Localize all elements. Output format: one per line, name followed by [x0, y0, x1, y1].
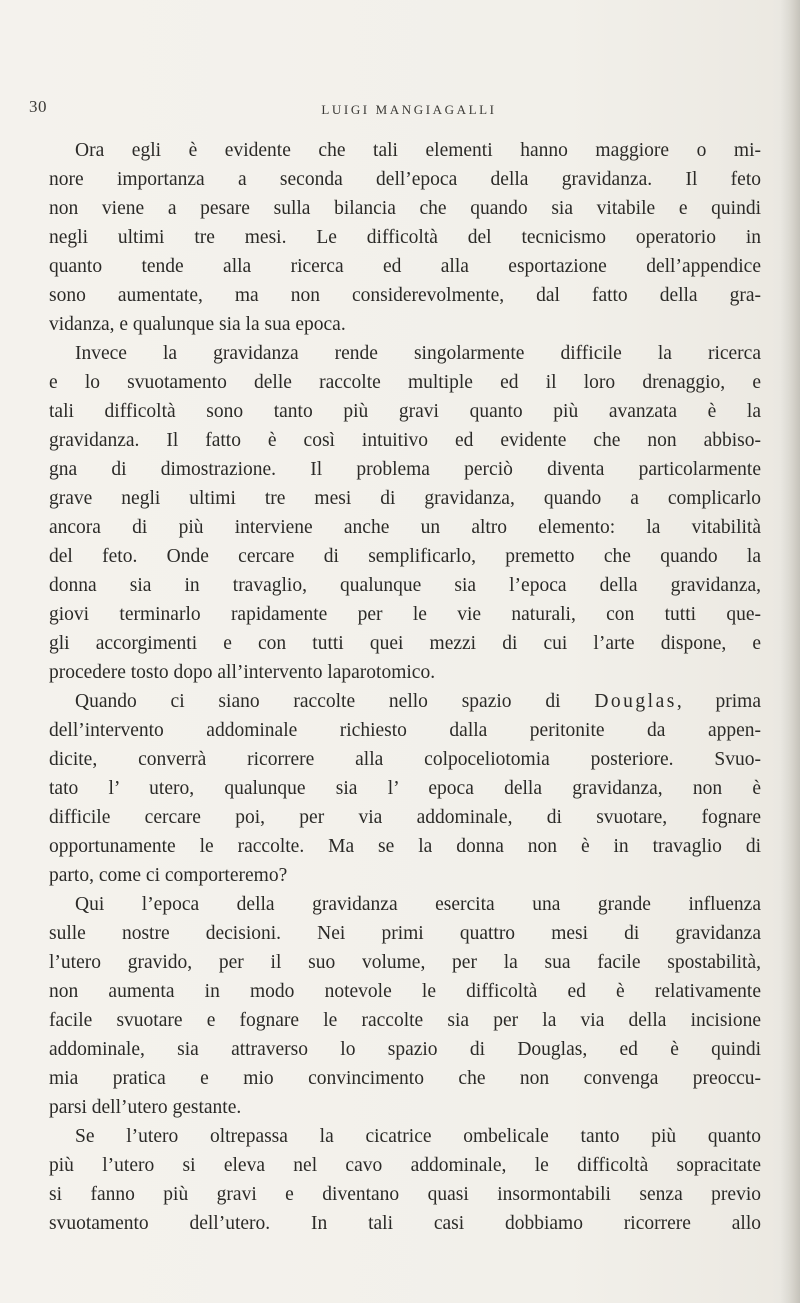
text-line: Qui l’epoca della gravidanza esercita una grande influenza — [75, 894, 761, 915]
text-line: vidanza, e qualunque sia la sua epoca. — [49, 314, 346, 335]
text-line: opportunamente le raccolte. Ma se la donna non è in travaglio di — [49, 836, 761, 857]
text-line: ancora di più interviene anche un altro elemento: la vitabilità — [49, 517, 761, 538]
page-edge-shadow — [772, 0, 800, 1303]
text-line: dell’intervento addominale richiesto dalla peritonite da appen- — [49, 720, 761, 741]
text-line: procedere tosto dopo all’intervento laparotomico. — [49, 662, 436, 683]
text-line: del feto. Onde cercare di semplificarlo, premetto che quando la — [49, 546, 761, 567]
text-line: negli ultimi tre mesi. Le difficoltà del tecnicismo operatorio in — [49, 227, 761, 248]
text-line: giovi terminarlo rapidamente per le vie naturali, con tutti que- — [49, 604, 761, 625]
emphasized-name: Douglas — [594, 691, 677, 712]
text-line: tali difficoltà sono tanto più gravi quanto più avanzata è la — [49, 401, 761, 422]
text-line: parsi dell’utero gestante. — [49, 1097, 242, 1118]
text-line: svuotamento dell’utero. In tali casi dobbiamo ricorrere allo — [49, 1213, 761, 1234]
text-line: quanto tende alla ricerca ed alla esportazione dell’appendice — [49, 256, 761, 277]
text-line: non aumenta in modo notevole le difficoltà ed è relativamente — [49, 981, 761, 1002]
text-line: gli accorgimenti e con tutti quei mezzi di cui l’arte dispone, e — [49, 633, 761, 654]
text-line: l’utero gravido, per il suo volume, per la sua facile spostabilità, — [49, 952, 761, 973]
text-line: tato l’ utero, qualunque sia l’ epoca della gravidanza, non è — [49, 778, 761, 799]
text-line: gravidanza. Il fatto è così intuitivo ed evidente che non abbiso- — [49, 430, 761, 451]
page-number: 30 — [29, 97, 47, 116]
text-line: Invece la gravidanza rende singolarmente difficile la ricerca — [75, 343, 761, 364]
text-line: dicite, converrà ricorrere alla colpoceliotomia posteriore. Svuo- — [49, 749, 761, 770]
text-line: gna di dimostrazione. Il problema perciò diventa particolarmente — [49, 459, 761, 480]
text-line: mia pratica e mio convincimento che non convenga preoccu- — [49, 1068, 761, 1089]
text-line: parto, come ci comporteremo? — [49, 865, 288, 886]
body-text — [49, 136, 761, 1238]
text-line: sulle nostre decisioni. Nei primi quattro mesi di gravidanza — [49, 923, 761, 944]
text-line: donna sia in travaglio, qualunque sia l’epoca della gravidanza, — [49, 575, 761, 596]
text-line: addominale, sia attraverso lo spazio di Douglas, ed è quindi — [49, 1039, 761, 1060]
text-line: si fanno più gravi e diventano quasi insormontabili senza previo — [49, 1184, 761, 1205]
text-line: più l’utero si eleva nel cavo addominale, le difficoltà sopracitate — [49, 1155, 761, 1176]
running-head: LUIGI MANGIAGALLI — [321, 102, 497, 117]
text-line: Ora egli è evidente che tali elementi hanno maggiore o mi- — [75, 140, 761, 161]
text-line: grave negli ultimi tre mesi di gravidanza, quando a complicarlo — [49, 488, 761, 509]
text-line: sono aumentate, ma non considerevolmente, dal fatto della gra- — [49, 285, 761, 306]
text-line: Quando ci siano raccolte nello spazio di Douglas, prima — [75, 691, 761, 712]
text-line: e lo svuotamento delle raccolte multiple ed il loro drenaggio, e — [49, 372, 761, 393]
text-line: facile svuotare e fognare le raccolte sia per la via della incisione — [49, 1010, 761, 1031]
text-line: difficile cercare poi, per via addominale, di svuotare, fognare — [49, 807, 761, 828]
text-line: Se l’utero oltrepassa la cicatrice ombelicale tanto più quanto — [75, 1126, 761, 1147]
text-line: nore importanza a seconda dell’epoca della gravidanza. Il feto — [49, 169, 761, 190]
text-line: non viene a pesare sulla bilancia che quando sia vitabile e quindi — [49, 198, 761, 219]
